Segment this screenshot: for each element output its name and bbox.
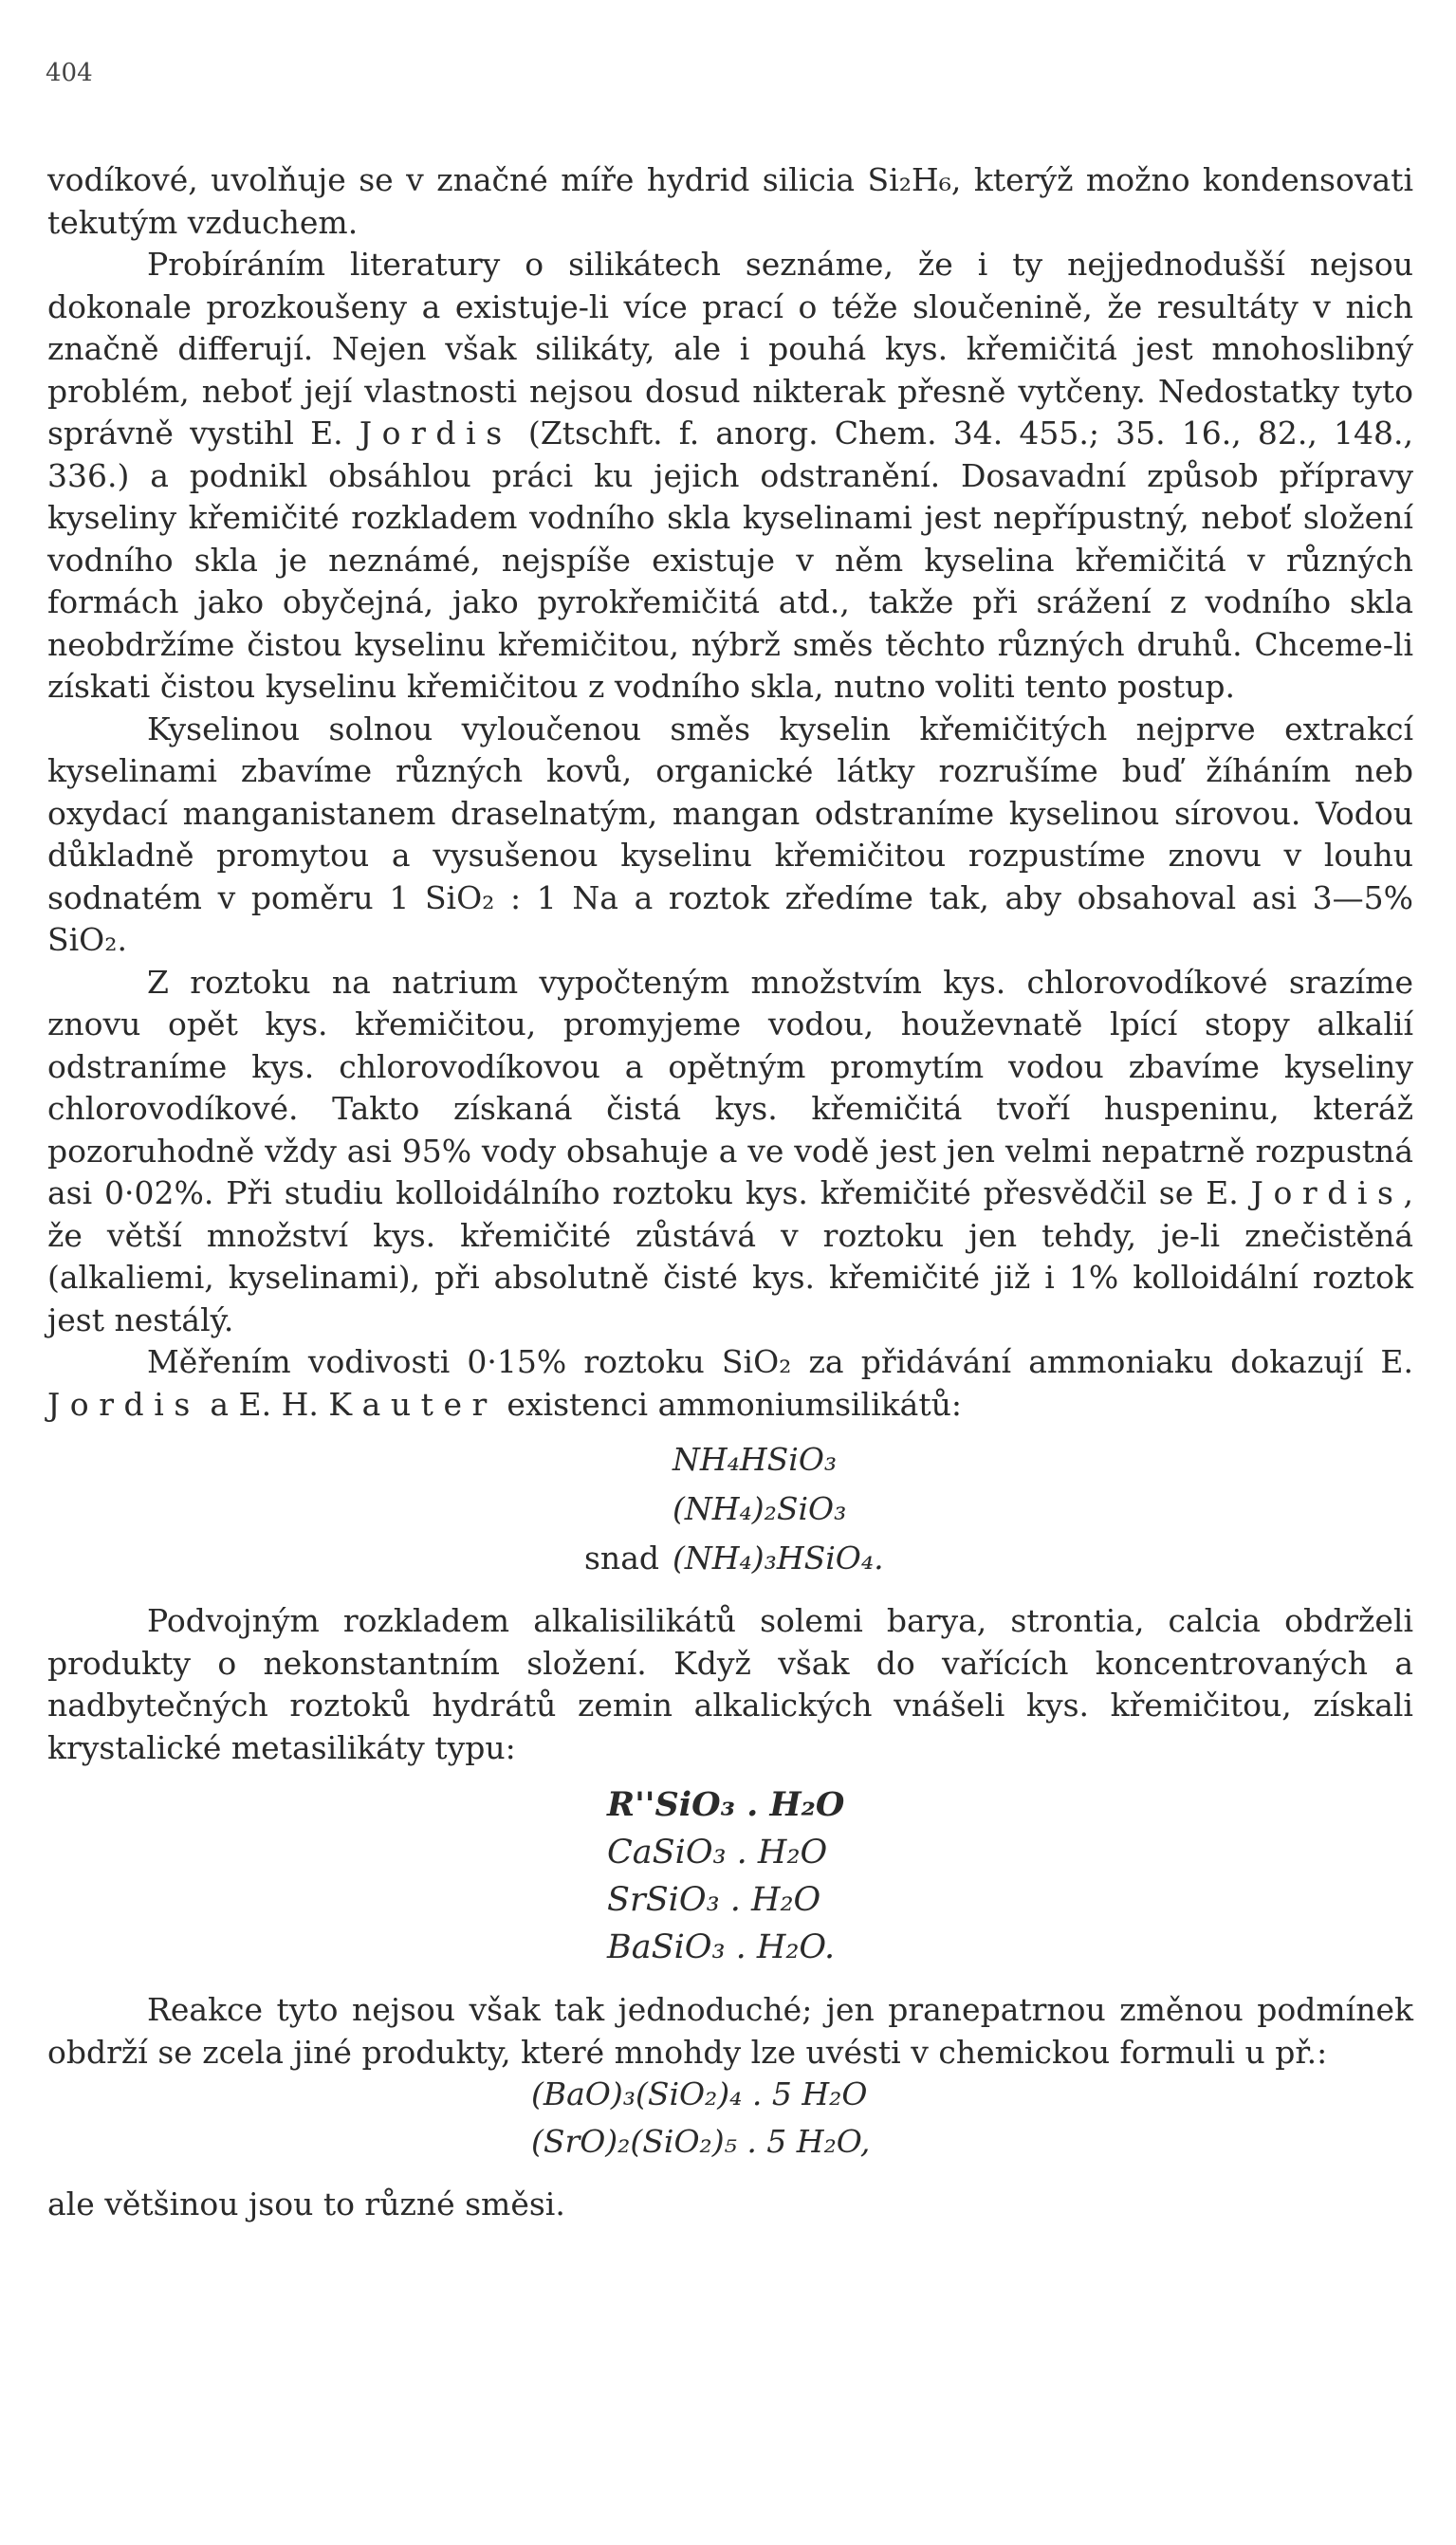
body-text: [47, 159, 1413, 2226]
paragraph-4: [47, 962, 1413, 1342]
paragraph-1: vodíkové, uvolňuje se v značné míře hydrid silicia Si₂H₆, kterýž možno kondensovati tekutým vzduchem.: [47, 161, 1413, 241]
complex-formula-sr: (SrO)₂(SiO₂)₅ . 5 H₂O,: [531, 2123, 871, 2160]
page-number: 404: [46, 59, 93, 87]
paragraph-3: Kyselinou solnou vyloučenou směs kyselin křemičitých nejprve extrakcí kyselinami zbavíme různých kovů, organické látky rozrušíme buď žíháním neb oxydací manganistanem draselnatým, mangan odstraníme kyselinou sírovou. Vodou důkladně promytou a vysušenou kyselinu křemičitou rozpustíme znovu v louhu sodnatém v poměru 1 SiO₂ : 1 Na a roztok zředíme tak, aby obsahoval asi 3—5% SiO₂.: [47, 710, 1413, 958]
paragraph-4-start: Z roztoku na natrium vypočteným množstvím kys. chlorovodíkové srazíme znovu opět kys. křemičitou, promyjeme vodou, houževnatě lpící stopy alkalií odstraníme kys. chlorovodíkovou a opětným promytím vodou zbavíme kyseliny chlorovodíkové. Takto získaná čistá kys. křemičitá tvoří huspeninu, kteráž pozoruhodně vždy asi 95% vody obsahuje a ve vodě jest jen velmi nepatrně rozpustná asi 0·02%. Při studiu kolloidálního roztoku kys. křemičité přesvědčil se E.: [47, 963, 1413, 1211]
paragraph-2-tail: (Ztschft. f. anorg. Chem. 34. 455.; 35. 16., 82., 148., 336.) a podnikl obsáhlou práci ku jejich odstranění. Dosavadní způsob přípravy kyseliny křemičité rozkladem vodního skla kyselinami jest nepřípustný, neboť složení vodního skla je neznámé, nejspíše existuje v něm kyselina křemičitá v různých formách jako obyčejná, jako pyrokřemičitá atd., takže při srážení z vodního skla neobdržíme čistou kyselinu křemičitou, nýbrž směs těchto různých druhů. Chceme-li získati čistou kyselinu křemičitou z vodního skla, nutno voliti tento postup.: [47, 415, 1414, 705]
formula-2: (NH₄)₂SiO₃: [673, 1490, 847, 1527]
paragraph-5: [47, 1341, 1413, 1426]
paragraph-5-mid: a E. H.: [210, 1385, 319, 1423]
complex-formula-ba: (BaO)₃(SiO₂)₄ . 5 H₂O: [531, 2075, 868, 2112]
formula-3: (NH₄)₃HSiO₄.: [673, 1540, 884, 1577]
formula-1: NH₄HSiO₃: [673, 1441, 838, 1478]
metasilicate-ca: CaSiO₃ . H₂O: [607, 1834, 828, 1872]
paragraph-5-tail: existenci ammoniumsilikátů:: [507, 1385, 962, 1423]
metasilicate-formulas: [47, 1784, 1413, 1974]
metasilicate-general: R''SiO₃ . H₂O: [607, 1785, 845, 1824]
ammonium-formulas: [47, 1439, 1413, 1587]
paragraph-7: Reakce tyto nejsou však tak jednoduché; jen pranepatrnou změnou podmínek obdrží se zcela jiné produkty, které mnohdy lze uvésti v chemickou formuli u př.:: [47, 1991, 1413, 2071]
author-jordis: Jordis: [359, 415, 512, 452]
paragraph-5-start: Měřením vodivosti 0·15% roztoku SiO₂ za přidávání ammoniaku dokazují E.: [147, 1343, 1413, 1380]
metasilicate-sr: SrSiO₃ . H₂O: [607, 1881, 821, 1919]
paragraph-6: Podvojným rozkladem alkalisilikátů solemi barya, strontia, calcia obdrželi produkty o nekonstantním složení. Když však do vařících koncentrovaných a nadbytečných roztoků hydrátů zemin alkalických vnášeli kys. křemičitou, získali krystalické metasilikáty typu:: [47, 1602, 1413, 1766]
paragraph-4-tail: , že větší množství kys. křemičité zůstává v roztoku jen tehdy, je-li znečistěná (alkaliemi, kyselinami), při absolutně čisté kys. křemičité již i 1% kolloidální roztok jest nestálý.: [47, 1174, 1414, 1338]
formula-3-label: snad: [584, 1540, 659, 1577]
paragraph-2-start: Probíráním literatury o silikátech seznáme, že i ty nejjednodušší nejsou dokonale prozkoušeny a existuje-li více prací o téže sloučenině, že resultáty v nich značně differují. Nejen však silikáty, ale i pouhá kys. křemičitá jest mnohoslibný problém, neboť její vlastnosti nejsou dosud nikterak přesně vytčeny. Nedostatky tyto správně vystihl E.: [47, 246, 1413, 452]
paragraph-8: ale většinou jsou to různé směsi.: [47, 2185, 565, 2222]
complex-formulas: [47, 2074, 1413, 2168]
author-jordis-3: Jordis: [47, 1385, 200, 1423]
metasilicate-ba: BaSiO₃ . H₂O.: [607, 1928, 836, 1966]
author-kauter: Kauter: [328, 1385, 497, 1423]
paragraph-2: [47, 244, 1413, 709]
author-jordis-2: Jordis: [1250, 1174, 1404, 1211]
